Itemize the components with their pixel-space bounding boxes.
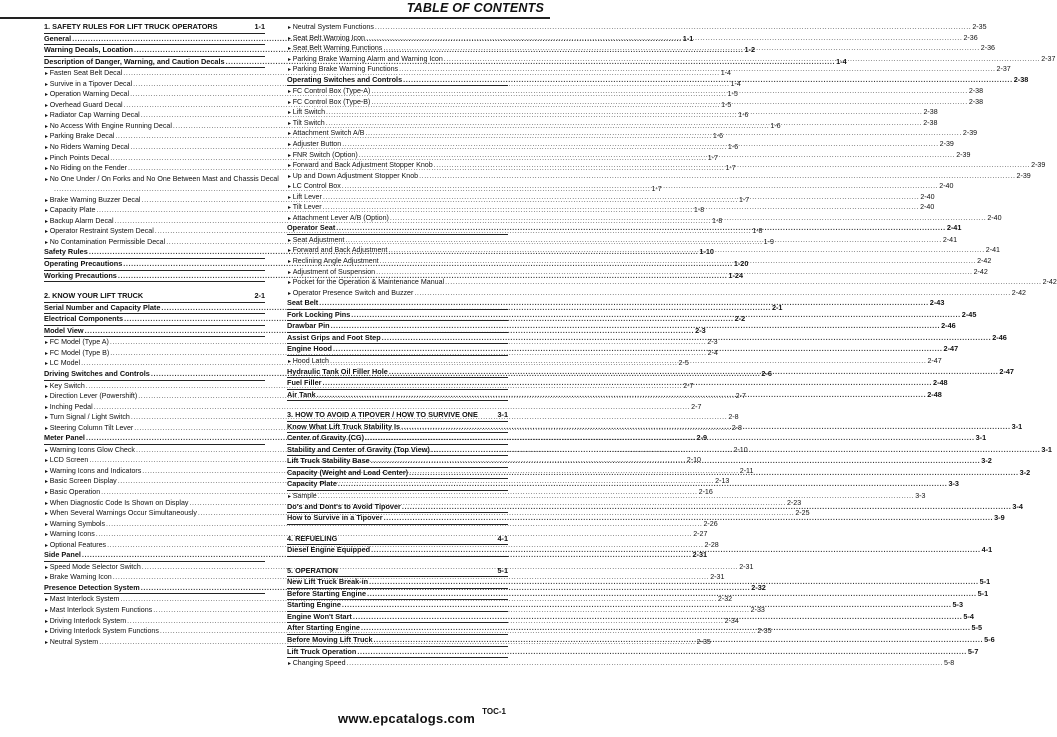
toc-entry-title: ▸ No One Under / On Forks and No One Between Mast and Chassis Decal [44,174,280,186]
dot-leader [399,64,995,75]
toc-entry-title: ▸ Reclining Angle Adjustment [287,256,380,268]
toc-page-number: 2-11 [739,466,754,475]
toc-entry-title: ▸ Seat Adjustment [287,235,345,247]
toc-page-number: 2-40 [987,213,1002,222]
dot-leader [445,277,1041,288]
header-rule [0,17,550,19]
dot-leader [376,267,972,278]
toc-page-number: 2-40 [939,182,954,191]
toc-entry-title: ▸ Pocket for the Operation & Maintenance Manual [287,277,445,289]
toc-page-number: 1-4 [836,56,847,66]
toc-page-number: 2-10 [733,445,748,454]
toc-page-number: 3-1 [1041,444,1052,454]
toc-page-number: 2-4 [707,348,718,357]
toc-page-number: 5-1 [497,565,508,575]
toc-page-number: 1-7 [725,164,736,173]
toc-entry-title: Lift Truck Stability Base [287,456,370,466]
toc-entry-title: ▸ Radiator Cap Warning Decal [44,110,141,122]
toc-entry-title: Seat Belt [287,298,319,308]
toc-page-number: 1-4 [720,69,731,78]
toc-subentry [44,519,718,530]
toc-entry-title: ▸ FNR Switch (Option) [287,150,359,162]
dot-leader [402,502,1012,513]
toc-page-number: 2-46 [941,321,956,331]
toc-entry-title: Capacity Plate [287,479,337,489]
toc-page-number: 2-37 [1041,54,1056,63]
toc-entry-title: Working Precautions [44,270,117,280]
toc-entry-title: Serial Number and Capacity Plate [44,302,161,312]
toc-page-number: 2-3 [695,325,706,335]
toc-page-number: 2-39 [939,140,954,149]
toc-entry-title: ▸ Key Switch [44,381,86,393]
toc-entry-title: New Lift Truck Break-in [287,577,369,587]
toc-entry-title: 2. KNOW YOUR LIFT TRUCK [44,291,144,301]
dot-leader [317,390,927,401]
toc-entry-title: Air Tank [287,389,316,399]
toc-entry-title: ▸ Neutral System [44,637,99,649]
toc-page-number: 2-9 [696,433,708,443]
toc-page-number: 1-7 [738,195,750,204]
toc-entry-title: ▸ Overhead Guard Decal [44,100,124,112]
toc-page-number: 2-42 [1011,288,1026,297]
toc-entry-title: Engine Hood [287,344,332,354]
toc-page-number: 1-24 [728,270,744,280]
toc-entry-title: ▸ FC Control Box (Type-B) [287,97,371,109]
dot-leader [318,491,914,502]
dot-leader [331,321,941,332]
toc-entry-title: ▸ Basic Screen Display [44,476,118,488]
dot-leader [390,213,986,224]
toc-entry-title: ▸ Speed Mode Selector Switch [44,562,142,574]
toc-page-number: 3-9 [994,513,1005,523]
toc-entry-title: ▸ Parking Brake Warning Functions [287,64,399,76]
toc-page-number: 2-10 [686,456,701,465]
toc-page-number: 2-1 [771,302,783,312]
toc-page-number: 1-6 [738,111,749,120]
toc-subentry [287,658,955,669]
toc-entry-title: ▸ Lift Lever [287,192,323,204]
dot-leader [419,171,1015,182]
toc-page-number: 2-5 [678,359,689,368]
toc-page-number: 2-13 [715,477,730,486]
toc-entry-title: Safety Rules [44,247,88,257]
toc-page-number: 2-6 [761,368,772,378]
toc-page-number: 2-7 [691,402,702,411]
toc-page-number: 2-41 [942,235,958,244]
toc-page-number: 2-36 [963,33,978,42]
toc-page-number: 2-33 [750,605,765,614]
toc-entry-title: ▸ Optional Features [44,540,107,552]
toc-page-number: 1-7 [651,185,662,194]
toc-entry-title: ▸ Seat Belt Warning Functions [287,43,383,55]
toc-entry-title: Electrical Components [44,314,124,324]
dot-leader [330,356,926,367]
dot-leader [351,310,961,321]
toc-entry-title: ▸ Survive in a Tipover Decal [44,79,133,91]
toc-entry-title: 5. OPERATION [287,565,338,575]
toc-page-number: 2-38 [968,97,984,106]
toc-page-number: 2-47 [943,344,959,354]
toc-entry-title: Model View [44,325,84,335]
toc-page-number: 3-3 [915,491,926,500]
toc-page-number: 2-39 [1031,161,1046,170]
toc-entry-title: Meter Panel [44,433,85,443]
toc-page-number: 2-42 [977,257,992,266]
toc-page-number: 5-3 [952,600,964,610]
dot-leader [336,223,946,234]
toc-page-number: 5-7 [967,646,979,656]
dot-leader [369,577,979,588]
dot-leader [375,22,971,33]
toc-page-number: 1-8 [752,227,763,236]
toc-page-number: 2-39 [956,150,971,159]
toc-entry-title: Diesel Engine Equipped [287,545,371,555]
dot-leader [367,589,977,600]
toc-page-number: 1-2 [744,45,756,55]
toc-entry-title: ▸ Operator Restraint System Decal [44,226,155,238]
toc-entry-title: ▸ Driving Interlock System Functions [44,626,160,638]
toc-entry-title: ▸ Warning Icons [44,529,96,541]
dot-leader [326,107,922,118]
toc-page-number: 2-40 [920,192,935,201]
toc-entry-title: How to Survive in a Tipover [287,513,383,523]
toc-section-heading [287,410,508,422]
toc-page-number: 2-38 [923,108,938,117]
toc-entry-title: ▸ Parking Brake Warning Alarm and Warning Icon [287,54,444,66]
toc-entry-title: Drawbar Pin [287,321,330,331]
toc-entry-title: Before Starting Engine [287,588,367,598]
toc-entry-title: ▸ No Riding on the Fender [44,163,128,175]
toc-page-number: 1-6 [712,132,724,141]
toc-entry-title: Presence Detection System [44,582,140,592]
toc-entry-title: ▸ Forward and Back Adjustment [287,245,388,257]
toc-section-heading [44,22,265,34]
toc-entry-title: ▸ No Access With Engine Running Decal [44,121,173,133]
toc-entry-title: ▸ Warning Symbols [44,519,106,531]
toc-page-number: 1-8 [712,216,723,225]
toc-entry [287,646,979,659]
toc-entry-title: ▸ Neutral System Functions [287,22,375,34]
page-header [0,0,550,18]
toc-page-number: 4-1 [497,533,508,543]
dot-leader [403,75,1013,86]
toc-page-number: 2-47 [927,356,942,365]
toc-entry-title: ▸ Attachment Switch A/B [287,128,365,140]
toc-entry-title: Lift Truck Operation [287,646,357,656]
dot-leader [374,635,984,646]
toc-page-number: 2-7 [735,392,746,401]
toc-page-number: 4-1 [981,545,993,555]
toc-entry-title: Hydraulic Tank Oil Filler Hole [287,366,388,376]
toc-page-number: 5-1 [979,577,991,587]
toc-entry-title: ▸ Adjustment of Suspension [287,267,376,279]
toc-entry-title: Before Moving Lift Truck [287,634,373,644]
toc-entry-title: ▸ Lift Switch [287,107,326,119]
toc-page-number: 2-43 [929,298,945,308]
dot-leader [409,468,1019,479]
toc-subentry [287,171,1031,182]
toc-entry-title: ▸ Basic Operation [44,487,101,499]
toc-page-number: 2-38 [923,118,938,127]
toc-entry-title: ▸ Adjuster Button [287,139,342,151]
dot-leader [401,422,1011,433]
toc-page-number: 2-40 [920,203,935,212]
dot-leader [365,128,961,139]
watermark-url: www.epcatalogs.com [338,711,476,726]
toc-page-number: 1-6 [770,121,781,130]
page-title: TABLE OF CONTENTS [406,1,544,15]
toc-page-number: 3-1 [1011,421,1023,431]
toc-subentry [44,174,279,185]
toc-entry-title: ▸ LC Control Box [287,181,342,193]
toc-page-number: 2-7 [683,381,694,390]
toc-entry-title: ▸ Turn Signal / Light Switch [44,412,131,424]
toc-entry-title: ▸ Seat Belt Warning Icon [287,33,366,45]
toc-page-number: 2-8 [731,423,742,432]
toc-page-number: 3-1 [975,433,987,443]
toc-page-number: 1-1 [254,22,265,31]
dot-leader [371,86,967,97]
toc-page-number: 2-39 [1016,171,1031,180]
toc-entry-title: 4. REFUELING [287,533,338,543]
toc-page-number: 2-31 [739,562,754,571]
toc-entry-title: ▸ No Riders Warning Decal [44,142,130,154]
toc-entry-title: ▸ Operator Presence Switch and Buzzer [287,288,414,300]
dot-leader [380,256,976,267]
toc-subentry [44,402,702,413]
toc-page-number: 1-9 [763,237,774,246]
dot-leader [342,600,952,611]
toc-page-number: 1-5 [727,90,738,99]
toc-page-number: 2-41 [985,246,1000,255]
toc-subentry [287,22,987,33]
toc-page-number: 2-38 [1013,74,1029,84]
toc-entry-title: Center of Gravity (CG) [287,433,365,443]
toc-entry-title: ▸ Warning Icons and Indicators [44,466,142,478]
toc-page-number: 2-3 [707,338,718,347]
dot-leader [383,43,979,54]
toc-entry-title: Warning Decals, Location [44,45,133,55]
toc-page-number: 3-1 [497,410,508,420]
toc-page-number: 3-3 [948,479,959,489]
toc-page-number: 1-4 [730,79,741,88]
toc-entry-title: Stability and Center of Gravity (Top View) [287,444,430,454]
toc-subentry [287,277,1057,288]
toc-page-number: 5-4 [963,611,974,621]
dot-leader [431,445,1041,456]
dot-leader [371,456,981,467]
toc-entry-title: ▸ Warning Icons Glow Check [44,445,136,457]
toc-entry-title: Driving Switches and Controls [44,368,150,378]
dot-leader [333,344,943,355]
dot-leader [347,658,943,669]
toc-page-number: 3-4 [1012,501,1023,511]
toc-page-number: 1-7 [707,153,718,162]
toc-page-number: 2-32 [717,595,733,604]
toc-entry-title: ▸ Mast Interlock System Functions [44,605,153,617]
dot-leader [338,479,948,490]
dot-leader [323,192,919,203]
toc-page-number: 2-42 [1042,278,1057,287]
toc-entry-title: ▸ Forward and Back Adjustment Stopper Knob [287,160,434,172]
dot-leader [384,513,994,524]
toc-entry-title: ▸ Capacity Plate [44,205,96,217]
toc-entry-title: ▸ Hood Latch [287,356,330,368]
dot-leader [371,545,981,556]
toc-entry-title: ▸ Backup Alarm Decal [44,216,115,228]
toc-entry-title: ▸ Fasten Seat Belt Decal [44,68,123,80]
toc-entry-title: Operating Precautions [44,259,123,269]
dot-leader [388,245,984,256]
dot-leader [414,288,1010,299]
toc-entry-title: 3. HOW TO AVOID A TIPOVER / HOW TO SURVIVE ONE [287,410,478,420]
dot-leader [361,623,971,634]
toc-page-number: 2-42 [973,267,988,276]
dot-leader [366,33,962,44]
toc-entry-title: ▸ No Contamination Permissible Decal [44,237,166,249]
toc-entry-title: ▸ When Several Warnings Occur Simultaneously [44,508,198,520]
toc-page-number: 2-28 [704,540,719,549]
toc-page-number: 2-26 [703,519,718,528]
toc-page-number: 1-6 [727,143,739,152]
toc-page-number: 2-16 [698,487,713,496]
toc-page-number: 2-39 [962,129,978,138]
toc-page-number: 2-45 [961,309,977,319]
toc-entry-title: Starting Engine [287,600,341,610]
toc-entry-title: Operator Seat [287,223,336,233]
toc-entry-title: Operating Switches and Controls [287,74,403,84]
toc-entry-title: General [44,33,72,43]
toc-entry-title: ▸ Operation Warning Decal [44,89,130,101]
dot-leader [359,150,955,161]
toc-page-number: 2-46 [992,332,1007,342]
toc-page-number: 2-1 [254,291,265,301]
toc-entry-title: ▸ Tilt Switch [287,118,326,130]
toc-page-number: 1-10 [699,247,714,257]
toc-page-number: 2-8 [728,413,739,422]
toc-page-number: 2-31 [710,573,725,582]
toc-entry-title: ▸ Mast Interlock System [44,594,120,606]
toc-entry-title: Fork Locking Pins [287,309,351,319]
toc-page-number: 2-36 [980,44,995,53]
toc-entry-title: ▸ Parking Brake Decal [44,131,115,143]
toc-entry-title: ▸ FC Model (Type B) [44,348,110,360]
dot-leader [323,202,919,213]
toc-entry-title: Know What Lift Truck Stability Is [287,421,401,431]
dot-leader [319,298,929,309]
toc-page-number: 1-1 [682,33,694,43]
toc-page-number: 2-38 [968,87,984,96]
toc-entry-title: Do's and Dont's to Avoid Tipover [287,501,401,511]
toc-page-number: 2-35 [696,637,711,646]
toc-page-number: 2-35 [972,23,987,31]
toc-entry-title: ▸ Steering Column Tilt Lever [44,423,134,435]
toc-page-number: 5-8 [944,659,955,668]
dot-leader [345,235,941,246]
toc-page-number: 2-48 [933,378,948,388]
toc-entry-title: Assist Grips and Foot Step [287,332,381,342]
dot-leader [434,160,1030,171]
toc-page-number: 2-23 [786,498,802,507]
toc-section-heading [44,291,265,303]
toc-page-number: 5-1 [977,588,989,598]
toc-entry-title: ▸ Up and Down Adjustment Stopper Knob [287,171,419,183]
dot-leader [389,367,999,378]
toc-page-number: 2-27 [693,530,708,539]
dot-leader [357,647,967,658]
dot-leader [342,181,938,192]
toc-page-number: 3-2 [981,456,992,466]
toc-page-number: 1-8 [693,206,705,215]
toc-entry-title: After Starting Engine [287,623,360,633]
toc-entry-title: ▸ Sample [287,491,318,503]
toc-entry-title: ▸ Driving Interlock System [44,616,127,628]
toc-page-number: 2-47 [999,366,1014,376]
dot-leader [322,378,932,389]
toc-page-number: 2-35 [757,627,772,636]
toc-entry-title: Capacity (Weight and Load Center) [287,467,409,477]
toc-entry-title: ▸ Brake Warning Icon [44,572,113,584]
toc-entry-title: ▸ Changing Speed [287,658,347,670]
toc-page-number: 2-25 [795,509,810,518]
toc-entry-title: Engine Won't Start [287,611,352,621]
toc-entry-title: ▸ FC Model (Type A) [44,337,110,349]
toc-page-number: 2-2 [734,314,746,324]
dot-leader [382,333,992,344]
toc-section-heading [287,534,508,546]
toc-entry-title: ▸ Tilt Lever [287,202,323,214]
toc-subentry [287,288,1026,299]
toc-entry-title: ▸ When Diagnostic Code Is Shown on Display [44,498,189,510]
dot-leader [444,54,1040,65]
toc-page-number: 1-5 [721,100,732,109]
toc-page-number: 2-31 [692,550,708,560]
toc-page-number: 2-37 [996,65,1011,74]
toc-entry-title: ▸ Brake Warning Buzzer Decal [44,195,142,207]
toc-section-heading [287,566,508,578]
toc-page-number: 2-34 [724,616,739,625]
dot-leader [371,97,967,108]
dot-leader [353,612,963,623]
toc-entry-title: ▸ Attachment Lever A/B (Option) [287,213,390,225]
toc-entry-title: ▸ Direction Lever (Powershift) [44,391,138,403]
toc-entry-title: ▸ Pinch Points Decal [44,153,110,165]
page-number: TOC-1 [482,707,506,716]
toc-page-number: 1-20 [733,259,749,269]
toc-entry-title: ▸ FC Control Box (Type-A) [287,86,371,98]
toc-entry-title: ▸ LC Model [44,358,81,370]
dot-leader [365,433,975,444]
toc-entry-title: Side Panel [44,550,81,560]
toc-page-number: 2-48 [927,389,942,399]
toc-page-number: 2-32 [751,582,766,592]
toc-page-number: 5-5 [971,623,983,633]
toc-entry [287,344,959,356]
toc-page-number: 5-6 [984,634,995,644]
toc-entry-title: Fuel Filler [287,378,322,388]
dot-leader [342,139,938,150]
toc-entry-title: Description of Danger, Warning, and Caution Decals [44,56,225,66]
toc-entry-title: ▸ LCD Screen [44,455,89,467]
dot-leader [326,118,922,129]
toc-page-number: 3-2 [1019,467,1031,477]
toc-entry-title: 1. SAFETY RULES FOR LIFT TRUCK OPERATORS [44,22,218,31]
toc-page-number: 2-41 [946,223,962,233]
toc-entry-title: ▸ Inching Pedal [44,402,94,414]
